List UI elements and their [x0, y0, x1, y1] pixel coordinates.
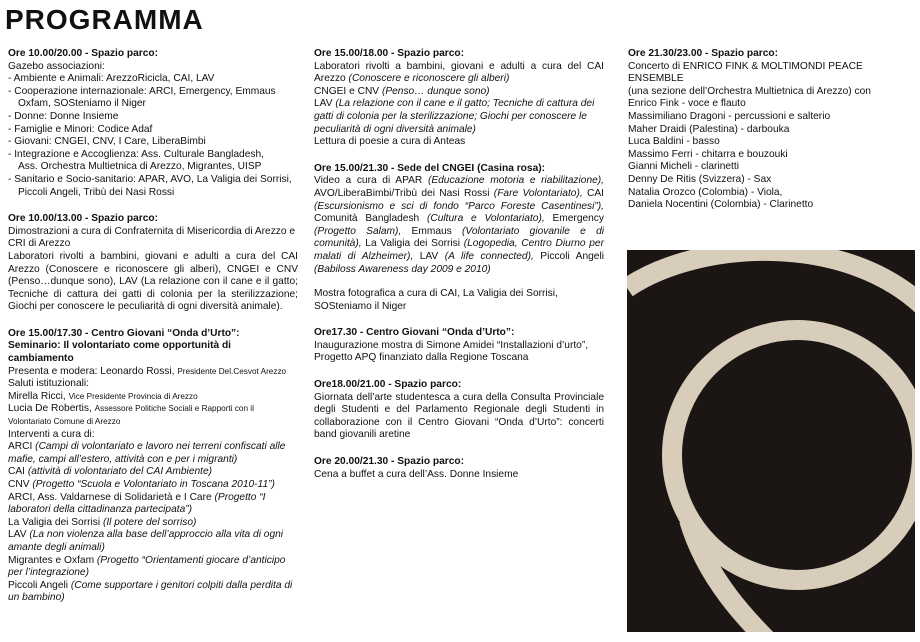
list-item: - Donne: Donne Insieme	[8, 110, 119, 122]
column-2	[314, 48, 604, 493]
seminar-title: Seminario: Il volontariato come opportunità di cambiamento	[8, 340, 232, 365]
text: Comunità Bangladesh	[314, 213, 427, 225]
topic: (Logopedia, Centro Diurno per malati di Alzheimer),	[314, 238, 604, 262]
section-heading: Ore 15.00/21.30 - Sede del CNGEI (Casina rosa):	[314, 162, 546, 174]
intervention-item	[8, 492, 298, 517]
concert-line: Concerto di ENRICO FINK & MOLTIMONDI PEACE ENSEMBLE	[628, 60, 863, 85]
text: Piccoli Angeli	[533, 250, 604, 262]
text: CAI	[582, 187, 604, 199]
topic: (Escursionismo e sci di fondo “Parco Foreste Casentinesi”),	[314, 200, 604, 212]
section-heading: Ore17.30 - Centro Giovani “Onda d’Urto”:	[314, 327, 515, 339]
org-name: CAI	[8, 466, 28, 478]
topic: (La non violenza alla base dell’approccio alla vita di ogni amante degli animali)	[8, 529, 284, 553]
topic: (Educazione motoria e riabilitazione),	[427, 175, 604, 187]
topic: (Come supportare i genitori colpiti dalla perdita di un bambino)	[8, 579, 293, 604]
list-item: - Sanitario e Socio-sanitario: APAR, AVO, La Valigia dei Sorrisi,	[8, 173, 292, 185]
section-heading: Ore18.00/21.00 - Spazio parco:	[314, 379, 462, 391]
text: La Valigia dei Sorrisi	[361, 238, 464, 250]
paragraph: Dimostrazioni a cura di Confraternita di Misericordia di Arezzo e CRI di Arezzo	[8, 225, 296, 250]
paragraph: Mostra fotografica a cura di CAI, La Valigia dei Sorrisi, SOSteniamo il Niger	[314, 288, 558, 312]
interventions-label: Interventi a cura di:	[8, 428, 95, 440]
section-concert	[628, 48, 916, 212]
section-seminar	[8, 328, 298, 605]
speaker-role: Vice Presidente Provincia di Arezzo	[68, 391, 198, 401]
section-demonstrations	[8, 213, 298, 314]
topic: (Progetto “Scuola e Volontariato in Toscana 2010-11”)	[32, 479, 275, 490]
topic: (Progetto “Orientamenti giocare d’anticipo per l’integrazione)	[8, 554, 286, 579]
list-item: - Giovani: CNGEI, CNV, I Care, LiberaBimbi	[8, 136, 206, 148]
musician-line: Natalia Orozco (Colombia) - Viola,	[628, 186, 783, 198]
topic: (Cultura e Volontariato),	[427, 213, 545, 225]
org-name: Migrantes e Oxfam	[8, 554, 97, 566]
presenter-role: Presidente Del.Cesvot Arezzo	[177, 366, 287, 376]
paragraph	[314, 86, 604, 99]
section-heading: Ore 15.00/17.30 - Centro Giovani “Onda d’Urto”:	[8, 327, 240, 339]
section-morning-gazebo	[8, 48, 298, 199]
musician-line: Gianni Micheli - clarinetti	[628, 161, 739, 173]
intervention-item	[8, 555, 298, 580]
topic: (Il potere del sorriso)	[102, 516, 197, 528]
musician-line: Denny De Ritis (Svizzera) - Sax	[628, 173, 772, 185]
musician-line: Luca Baldini - basso	[628, 136, 720, 148]
paragraph: Cena a buffet a cura dell’Ass. Donne Insieme	[314, 468, 519, 480]
paragraph: Giornata dell’arte studentesca a cura della Consulta Provinciale degli Studenti e del Parlamento Regionale degli Studenti in collaborazione con il Centro Giovani “Onda d’Urto”: concerti band giovanili aretine	[314, 391, 604, 441]
text: AVO/LiberaBimbi/Tribù dei Nasi Rossi	[314, 187, 494, 199]
musician-line: Massimo Ferri - chitarra e bouzouki	[628, 148, 788, 160]
intervention-item	[8, 529, 298, 554]
topic: (attività di volontariato del CAI Ambiente)	[27, 466, 213, 478]
topic: (Progetto “I laboratori della cittadinanza partecipata”)	[8, 491, 266, 516]
text: CNGEI e CNV	[314, 85, 382, 97]
presenter-name: Presenta e modera: Leonardo Rossi,	[8, 365, 178, 377]
musician-line: Daniela Nocentini (Colombia) - Clarinetto	[628, 199, 814, 211]
intervention-item	[8, 517, 298, 530]
section-dinner	[314, 456, 604, 481]
speaker-role: Assessore Politiche Sociali e Rapporti con il Volontariato Comune di Arezzo	[8, 404, 254, 427]
greetings-label: Saluti istituzionali:	[8, 378, 89, 390]
text: Video a cura di APAR	[314, 175, 428, 187]
section-inauguration	[314, 327, 604, 365]
list-item: Piccoli Angeli, Tribù dei Nasi Rossi	[18, 186, 175, 198]
org-name: Piccoli Angeli	[8, 579, 71, 591]
concert-line: (una sezione dell’Orchestra Multietnica di Arezzo) con	[628, 85, 871, 97]
intro-line: Gazebo associazioni:	[8, 60, 105, 72]
column-1	[8, 48, 298, 617]
topic: (Campi di volontariato e lavoro nei terreni confiscati alle mafie, campi all’estero, attività con e per i migranti)	[8, 441, 286, 465]
column-3	[628, 48, 916, 224]
section-heading: Ore 10.00/20.00 - Spazio parco:	[8, 48, 159, 59]
topic: (La relazione con il cane e il gatto; Tecniche di cattura dei gatti di colonia per la sterilizzazione; Giochi per conoscere le peculiarità di ogni diversità animale)	[314, 98, 595, 135]
text: Emmaus	[401, 225, 463, 237]
paragraph	[314, 98, 604, 136]
abstract-ring-photo	[627, 250, 915, 632]
org-name: LAV	[8, 529, 30, 541]
intervention-item	[8, 580, 298, 605]
text: LAV	[413, 250, 445, 262]
speaker-line	[8, 403, 298, 428]
topic: (Volontariato giovanile e di comunità),	[314, 225, 605, 250]
list-item: - Famiglie e Minori: Codice Adaf	[8, 123, 153, 135]
speaker-name: Lucia De Robertis,	[8, 403, 95, 415]
presenter-line	[8, 366, 298, 379]
intervention-item	[8, 441, 298, 466]
page-title: PROGRAMMA	[5, 4, 204, 35]
topic: (Babiloss Awareness day 2009 e 2010)	[314, 263, 491, 275]
section-art-day	[314, 379, 604, 442]
list-item: - Cooperazione internazionale: ARCI, Emergency, Emmaus	[8, 85, 276, 97]
topic: (Progetto Salam),	[314, 225, 402, 237]
ring-graphic-icon	[627, 250, 915, 632]
org-name: La Valigia dei Sorrisi	[8, 516, 103, 528]
paragraph: Lettura di poesie a cura di Anteas	[314, 136, 466, 148]
topic: (A life connected),	[444, 250, 534, 262]
musician-line: Maher Draidi (Palestina) - darbouka	[628, 123, 790, 135]
org-name: CNV	[8, 479, 33, 490]
topic: (Fare Volontariato),	[493, 187, 583, 199]
list-item: - Integrazione e Accoglienza: Ass. Culturale Bangladesh,	[8, 148, 264, 160]
text: Laboratori rivolti a bambini, giovani e adulti a cura del CAI Arezzo	[314, 60, 604, 85]
section-heading: Ore 21.30/23.00 - Spazio parco:	[628, 48, 779, 59]
list-item: - Ambiente e Animali: ArezzoRicicla, CAI, LAV	[8, 73, 215, 85]
section-heading: Ore 20.00/21.30 - Spazio parco:	[314, 456, 465, 468]
org-name: ARCI	[8, 441, 36, 453]
paragraph	[314, 175, 604, 276]
intervention-item	[8, 479, 298, 492]
section-heading: Ore 15.00/18.00 - Spazio parco:	[314, 48, 465, 59]
paragraph: Inaugurazione mostra di Simone Amidei “Installazioni d’urto”, Progetto APQ finanziato dalla Regione Toscana	[314, 339, 589, 364]
topic: (Penso… dunque sono)	[381, 85, 490, 97]
text: LAV	[314, 98, 336, 110]
section-afternoon-labs	[314, 48, 604, 149]
section-heading: Ore 10.00/13.00 - Spazio parco:	[8, 213, 159, 225]
org-name: ARCI, Ass. Valdarnese di Solidarietà e I Care	[8, 491, 215, 503]
topic: (Conoscere e riconoscere gli alberi)	[348, 73, 510, 85]
speaker-name: Mirella Ricci,	[8, 390, 69, 402]
musician-line: Enrico Fink - voce e flauto	[628, 98, 746, 110]
paragraph: Laboratori rivolti a bambini, giovani e adulti a cura del CAI Arezzo (Conoscere e riconoscere gli alberi), CNGEI e CNV (Penso…dunque sono), LAV (La relazione con il cane e il gatto; Tecniche di cattura dei gatti di colonia per la sterilizzazione; Giochi per conoscere le peculiarità di ogni diversità animale).	[8, 250, 298, 313]
musician-line: Massimiliano Dragoni - percussioni e salterio	[628, 110, 831, 122]
speaker-line	[8, 391, 298, 404]
intervention-item	[8, 466, 298, 479]
list-item: Ass. Orchestra Multietnica di Arezzo, Migrantes, UISP	[18, 161, 262, 173]
text: Emergency	[544, 213, 604, 225]
section-cngei	[314, 163, 604, 314]
paragraph	[314, 61, 604, 86]
list-item: Oxfam, SOSteniamo il Niger	[18, 98, 146, 110]
